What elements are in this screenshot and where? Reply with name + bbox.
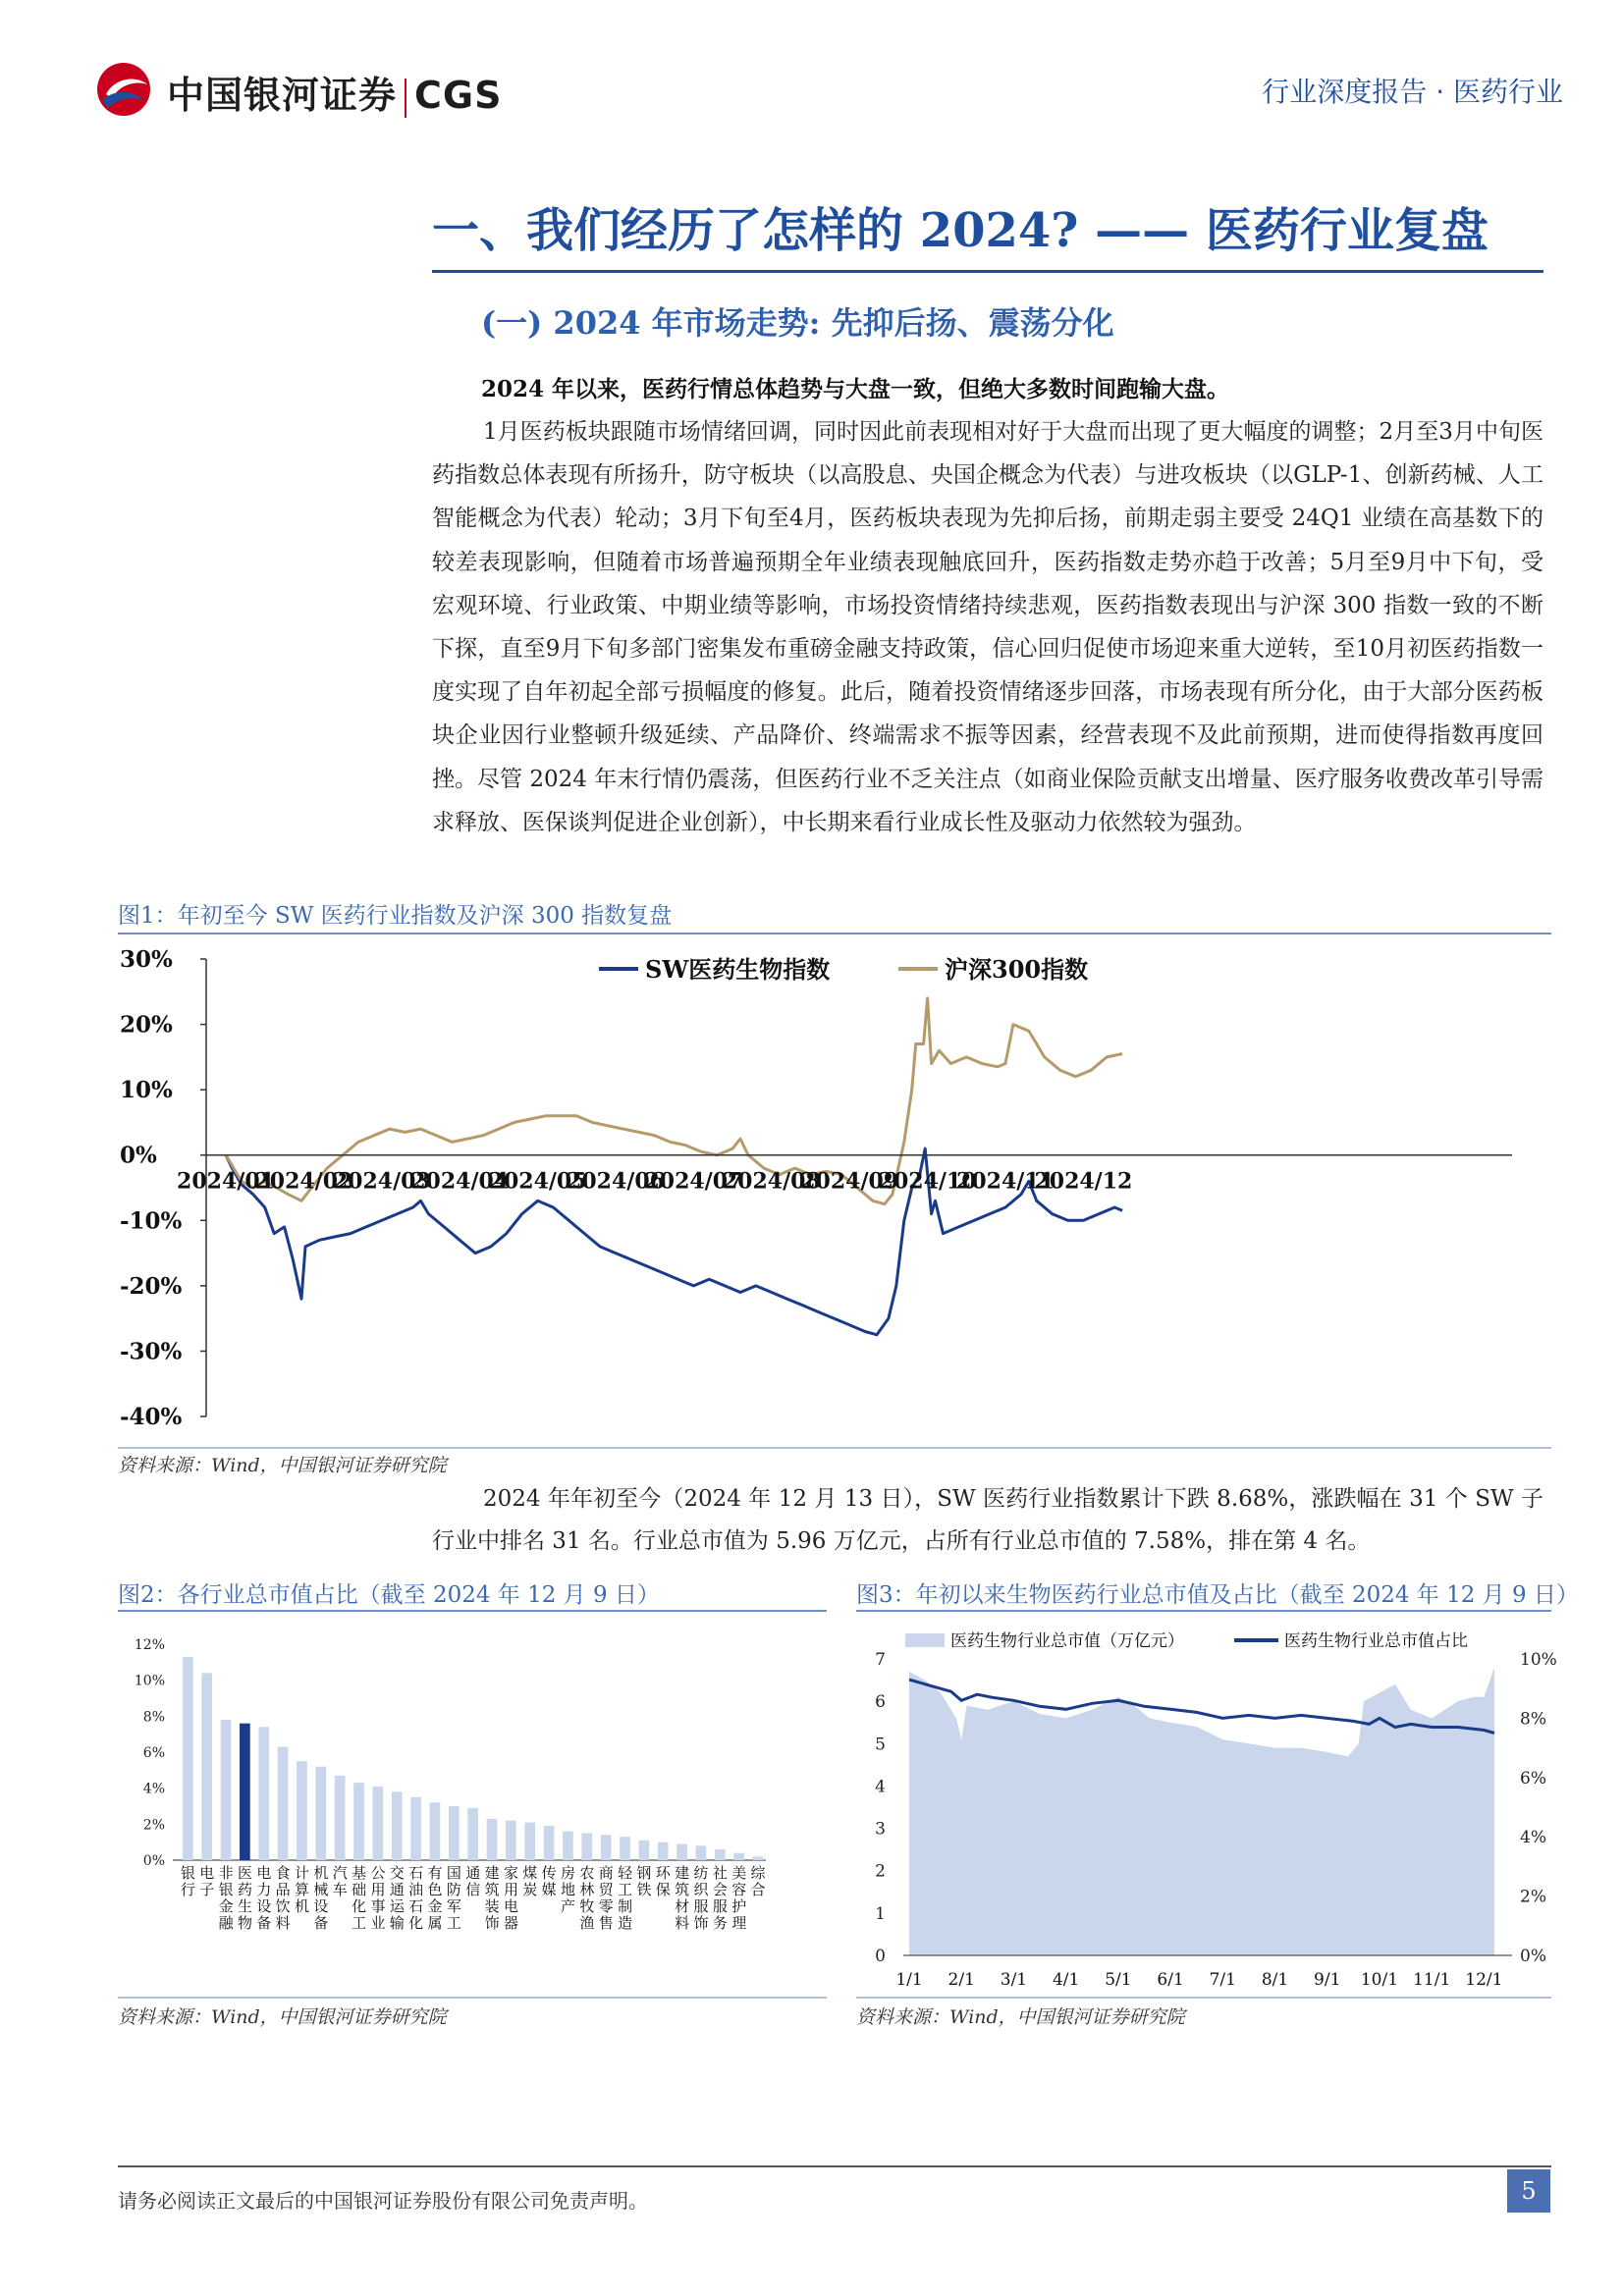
section-title: 一、我们经历了怎样的 2024? —— 医药行业复盘 xyxy=(432,203,1489,258)
fig1-x-tick: 2024/11 xyxy=(956,1168,1055,1195)
fig2-category-label: 公用事业 xyxy=(370,1864,386,1932)
fig2-category-label: 传媒 xyxy=(541,1864,557,1898)
fig2-bar xyxy=(240,1724,250,1860)
fig3-x-tick: 6/1 xyxy=(1157,1970,1184,1990)
fig3-y-right-tick: 6% xyxy=(1520,1768,1546,1789)
fig2-category-label: 非银金融 xyxy=(218,1864,234,1932)
fig2-bar xyxy=(392,1791,403,1860)
fig2-bar xyxy=(658,1842,669,1860)
fig2-category-label: 社会服务 xyxy=(712,1864,728,1932)
report-type: 行业深度报告 · 医药行业 xyxy=(1262,76,1563,108)
fig2-bar xyxy=(449,1806,460,1860)
fig3-y-left-tick: 3 xyxy=(875,1819,886,1840)
fig3-x-tick: 10/1 xyxy=(1360,1970,1399,1990)
fig1-y-tick: 0% xyxy=(120,1142,157,1169)
fig2-category-label: 钢铁 xyxy=(636,1864,652,1898)
fig3-x-tick: 9/1 xyxy=(1314,1970,1341,1990)
fig1-x-tick: 2024/09 xyxy=(800,1168,899,1195)
fig2-category-label: 有色金属 xyxy=(427,1864,443,1932)
fig2-bar xyxy=(183,1657,193,1860)
fig2-category-label: 通信 xyxy=(465,1864,481,1898)
company-logo-text: 中国银河证券 CGS xyxy=(167,74,503,117)
body-paragraph-2: 2024 年年初至今（2024 年 12 月 13 日），SW 医药行业指数累计下跌 8.68%，涨跌幅在 31 个 SW 子行业中排名 31 名。行业总市值为 5.96 万亿元，占所有行业总市值的 7.58%，排在第 4 名。 xyxy=(432,1486,1543,1554)
fig1-x-tick: 2024/07 xyxy=(644,1168,743,1195)
lead-sentence: 2024 年以来，医药行情总体趋势与大盘一致，但绝大多数时间跑输大盘。 xyxy=(481,376,1230,402)
fig1-x-tick: 2024/05 xyxy=(488,1168,587,1195)
fig3-y-right-tick: 0% xyxy=(1520,1947,1546,1966)
fig1-y-tick: -30% xyxy=(120,1338,183,1365)
title-divider xyxy=(432,270,1543,273)
fig2-category-label: 电力设备 xyxy=(256,1864,272,1932)
fig3-y-left-tick: 5 xyxy=(875,1735,886,1755)
fig3-area-market-cap xyxy=(909,1668,1494,1955)
legend-label-share: 医药生物行业总市值占比 xyxy=(1284,1631,1468,1651)
fig3-x-tick: 12/1 xyxy=(1465,1970,1503,1990)
figure3-source: 资料来源：Wind，中国银河证券研究院 xyxy=(856,2006,1185,2028)
fig2-category-label: 汽车 xyxy=(332,1864,348,1898)
fig1-x-tick: 2024/08 xyxy=(722,1168,821,1195)
fig2-bar xyxy=(715,1849,726,1860)
fig3-x-tick: 1/1 xyxy=(895,1970,923,1990)
fig2-category-label: 电子 xyxy=(199,1864,215,1898)
fig3-x-tick: 7/1 xyxy=(1209,1970,1236,1990)
fig2-category-label: 家用电器 xyxy=(503,1864,518,1932)
fig2-category-label: 国防军工 xyxy=(446,1864,461,1932)
fig2-bar xyxy=(258,1727,269,1860)
fig2-bar xyxy=(696,1845,707,1860)
fig2-category-label: 综合 xyxy=(750,1864,766,1898)
fig1-y-tick: 30% xyxy=(120,946,173,973)
footer-divider xyxy=(118,2165,1551,2167)
fig1-y-tick: -10% xyxy=(120,1207,183,1235)
legend-label-sw-pharma: SW医药生物指数 xyxy=(645,955,831,984)
figure1-source: 资料来源：Wind，中国银河证券研究院 xyxy=(118,1455,447,1476)
fig2-y-tick: 6% xyxy=(142,1745,165,1761)
fig1-x-tick: 2024/06 xyxy=(567,1168,665,1195)
legend-label-market-cap: 医药生物行业总市值（万亿元） xyxy=(950,1631,1184,1651)
fig2-bar xyxy=(467,1808,478,1860)
fig1-y-tick: -40% xyxy=(120,1404,183,1430)
fig2-category-label: 美容护理 xyxy=(731,1864,747,1932)
fig2-bar xyxy=(430,1802,441,1860)
fig3-y-right-tick: 4% xyxy=(1520,1828,1546,1848)
figure3-bottom-rule xyxy=(856,1997,1551,1999)
fig2-bar xyxy=(733,1853,744,1860)
subsection-title: (一) 2024 年市场走势: 先抑后扬、震荡分化 xyxy=(481,304,1114,342)
fig2-category-label: 石油石化 xyxy=(408,1864,424,1932)
fig3-y-right-tick: 8% xyxy=(1520,1709,1546,1730)
fig2-bar xyxy=(524,1823,535,1861)
fig2-category-label: 建筑材料 xyxy=(675,1864,690,1932)
fig3-y-right-tick: 2% xyxy=(1520,1887,1546,1907)
fig2-category-label: 房地产 xyxy=(561,1864,576,1915)
fig1-x-tick: 2024/12 xyxy=(1034,1168,1133,1195)
fig2-bar xyxy=(297,1761,307,1860)
fig2-category-label: 计算机 xyxy=(295,1864,310,1915)
fig2-bar xyxy=(639,1841,650,1860)
fig2-category-label: 交通运输 xyxy=(389,1864,405,1932)
fig3-x-tick: 3/1 xyxy=(1000,1970,1028,1990)
company-logo-icon xyxy=(92,61,155,118)
fig2-category-label: 轻工制造 xyxy=(618,1864,633,1932)
fig3-y-left-tick: 4 xyxy=(875,1777,886,1797)
fig2-y-tick: 4% xyxy=(142,1781,165,1797)
fig3-x-tick: 11/1 xyxy=(1413,1970,1451,1990)
fig3-x-tick: 5/1 xyxy=(1105,1970,1132,1990)
fig2-category-label: 煤炭 xyxy=(522,1864,538,1898)
fig2-bar xyxy=(563,1832,573,1860)
fig1-y-tick: 20% xyxy=(120,1011,173,1039)
fig2-category-label: 建筑装饰 xyxy=(484,1864,500,1932)
fig2-bar xyxy=(620,1837,630,1860)
fig2-bar xyxy=(221,1720,232,1860)
fig3-x-tick: 2/1 xyxy=(947,1970,975,1990)
fig3-y-left-tick: 0 xyxy=(875,1947,886,1966)
figure3-area-line-chart xyxy=(856,1620,1557,1993)
fig2-bar xyxy=(373,1787,384,1860)
fig2-bar xyxy=(753,1856,764,1860)
fig2-bar xyxy=(410,1797,421,1860)
fig1-x-tick: 2024/03 xyxy=(332,1168,431,1195)
figure1-caption: 图1：年初至今 SW 医药行业指数及沪深 300 指数复盘 xyxy=(118,903,673,929)
figure3-caption-rule xyxy=(856,1610,1551,1612)
fig3-y-left-tick: 7 xyxy=(875,1650,886,1670)
fig2-bar xyxy=(677,1844,687,1861)
legend-label-csi300: 沪深300指数 xyxy=(945,955,1089,984)
figure2-caption: 图2：各行业总市值占比（截至 2024 年 12 月 9 日） xyxy=(118,1582,660,1608)
fig1-x-tick: 2024/02 xyxy=(254,1168,353,1195)
fig2-bar xyxy=(201,1673,212,1860)
figure2-bar-chart xyxy=(118,1620,827,1993)
fig2-bar xyxy=(581,1834,592,1861)
fig2-category-label: 机械设备 xyxy=(313,1864,329,1932)
figure2-caption-rule xyxy=(118,1610,827,1612)
figure2-source: 资料来源：Wind，中国银河证券研究院 xyxy=(118,2006,447,2028)
fig1-x-tick: 2024/01 xyxy=(177,1168,275,1195)
fig1-y-tick: 10% xyxy=(120,1077,173,1104)
fig2-category-label: 农林牧渔 xyxy=(579,1864,595,1932)
fig2-bar xyxy=(487,1819,498,1860)
figure1-caption-rule xyxy=(118,933,1551,934)
figure2-bottom-rule xyxy=(118,1997,827,1999)
body-paragraph: 1月医药板块跟随市场情绪回调，同时因此前表现相对好于大盘而出现了更大幅度的调整；2月至3月中旬医药指数总体表现有所扬升，防守板块（以高股息、央国企概念为代表）与进攻板块（以GLP-1、创新药械、人工智能概念为代表）轮动；3月下旬至4月，医药板块表现为先抑后扬，前期走弱主要受 24Q1 业绩在高基数下的较差表现影响，但随着市场普遍预期全年业绩表现触底回升，医药指数走势亦趋于改善；5月至9月中下旬，受宏观环境、行业政策、中期业绩等影响，市场投资情绪持续悲观，医药指数表现出与沪深 300 指数一致的不断下探，直至9月下旬多部门密集发布重磅金融支持政策，信心回归促使市场迎来重大逆转，至10月初医药指数一度实现了自年初起全部亏损幅度的修复。此后，随着投资情绪逐步回落，市场表现有所分化，由于大部分医药板块企业因行业整顿升级延续、产品降价、终端需求不振等因素，经营表现不及此前预期，进而使得指数再度回挫。尽管 2024 年末行情仍震荡，但医药行业不乏关注点（如商业保险贡献支出增量、医疗服务收费改革引导需求释放、医保谈判促进企业创新），中长期来看行业成长性及驱动力依然较为强劲。 xyxy=(432,419,1543,835)
figure1-bottom-rule xyxy=(118,1447,1551,1449)
fig3-x-tick: 8/1 xyxy=(1261,1970,1289,1990)
figure1-line-chart xyxy=(118,937,1551,1448)
fig2-bar xyxy=(601,1835,612,1860)
fig2-y-tick: 12% xyxy=(134,1637,165,1653)
figure3-caption: 图3：年初以来生物医药行业总市值及占比（截至 2024 年 12 月 9 日） xyxy=(856,1582,1579,1608)
fig2-category-label: 商贸零售 xyxy=(598,1864,614,1932)
fig2-bar xyxy=(544,1826,555,1860)
fig2-y-tick: 10% xyxy=(134,1673,165,1689)
fig3-y-left-tick: 6 xyxy=(875,1692,886,1713)
fig2-category-label: 基础化工 xyxy=(352,1864,367,1932)
fig2-y-tick: 8% xyxy=(142,1709,165,1726)
fig2-bar xyxy=(353,1783,364,1860)
fig3-y-right-tick: 10% xyxy=(1520,1650,1557,1670)
fig2-bar xyxy=(335,1776,346,1860)
fig2-bar xyxy=(315,1767,326,1860)
fig1-y-tick: -20% xyxy=(120,1272,183,1300)
fig2-y-tick: 2% xyxy=(142,1817,165,1834)
footer-disclaimer: 请务必阅读正文最后的中国银河证券股份有限公司免责声明。 xyxy=(118,2189,648,2213)
fig2-category-label: 纺织服饰 xyxy=(693,1864,709,1932)
fig3-y-left-tick: 1 xyxy=(875,1903,886,1924)
fig2-category-label: 环保 xyxy=(655,1864,671,1898)
page-number: 5 xyxy=(1507,2169,1550,2213)
fig2-bar xyxy=(278,1747,289,1861)
fig2-category-label: 银行 xyxy=(180,1864,195,1898)
fig2-y-tick: 0% xyxy=(142,1853,165,1869)
fig3-y-left-tick: 2 xyxy=(875,1861,886,1882)
fig2-bar xyxy=(506,1821,516,1860)
fig2-category-label: 食品饮料 xyxy=(275,1864,291,1932)
fig1-x-tick: 2024/10 xyxy=(878,1168,977,1195)
fig2-category-label: 医药生物 xyxy=(237,1864,252,1932)
fig3-x-tick: 4/1 xyxy=(1052,1970,1080,1990)
fig1-x-tick: 2024/04 xyxy=(410,1168,510,1195)
legend-swatch-market-cap xyxy=(905,1633,945,1647)
